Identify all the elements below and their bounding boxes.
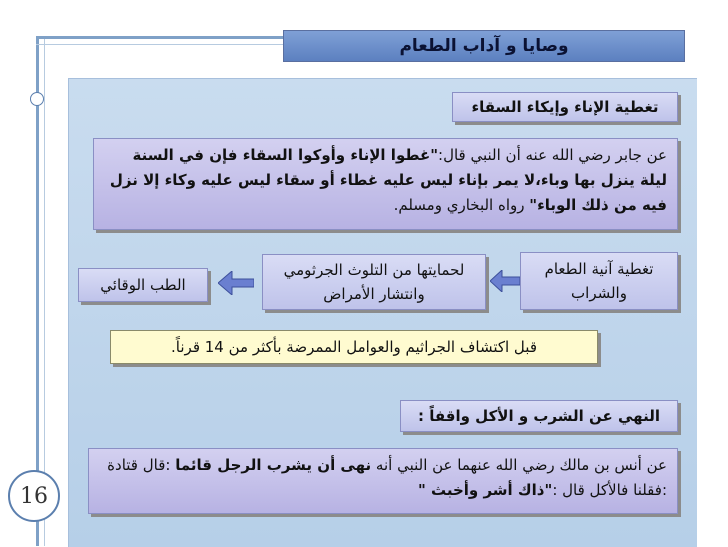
page-number: 16	[8, 470, 60, 522]
slide-title: وصايا و آداب الطعام	[283, 30, 685, 62]
flow-box-covering: تغطية آنية الطعام والشراب	[520, 252, 678, 310]
section1-title: تغطية الإناء وإيكاء السقاء	[452, 92, 678, 122]
frame-ring-icon	[30, 92, 44, 106]
arrow-left-icon-1	[490, 270, 520, 292]
historical-note: قبل اكتشاف الجراثيم والعوامل الممرضة بأكثر من 14 قرناً.	[110, 330, 598, 364]
frame-top-line-inner	[36, 44, 286, 45]
section2-middle: :قال قتادة :فقلنا فالأكل قال :	[107, 456, 667, 499]
section1-paragraph	[93, 138, 678, 230]
frame-top-line	[36, 36, 286, 39]
section2-paragraph	[88, 448, 678, 514]
section1-source: رواه البخاري ومسلم.	[393, 196, 530, 214]
section2-intro: عن أنس بن مالك رضي الله عنهما عن النبي أنه	[371, 456, 667, 474]
frame-vertical-line-inner	[44, 36, 45, 546]
section2-quote2: "ذاك أشر وأخبث "	[417, 481, 553, 499]
flow-box-protection: لحمايتها من التلوث الجرثومي وانتشار الأمراض	[262, 254, 486, 310]
section2-quote: نهى أن يشرب الرجل قائما	[175, 456, 372, 474]
arrow-left-icon-2	[218, 271, 254, 295]
flow-box-preventive-medicine: الطب الوقائي	[78, 268, 208, 302]
section1-quote: "غطوا الإناء وأوكوا السقاء فإن في السنة ليلة ينزل بها وباء،لا يمر بإناء ليس عليه غطاء أو سقاء ليس عليه وكاء إلا نزل فيه من ذلك الوباء"	[109, 146, 667, 214]
section2-title: النهي عن الشرب و الأكل واقفاً :	[400, 400, 678, 432]
section1-intro: عن جابر رضي الله عنه أن النبي قال:	[438, 146, 667, 164]
